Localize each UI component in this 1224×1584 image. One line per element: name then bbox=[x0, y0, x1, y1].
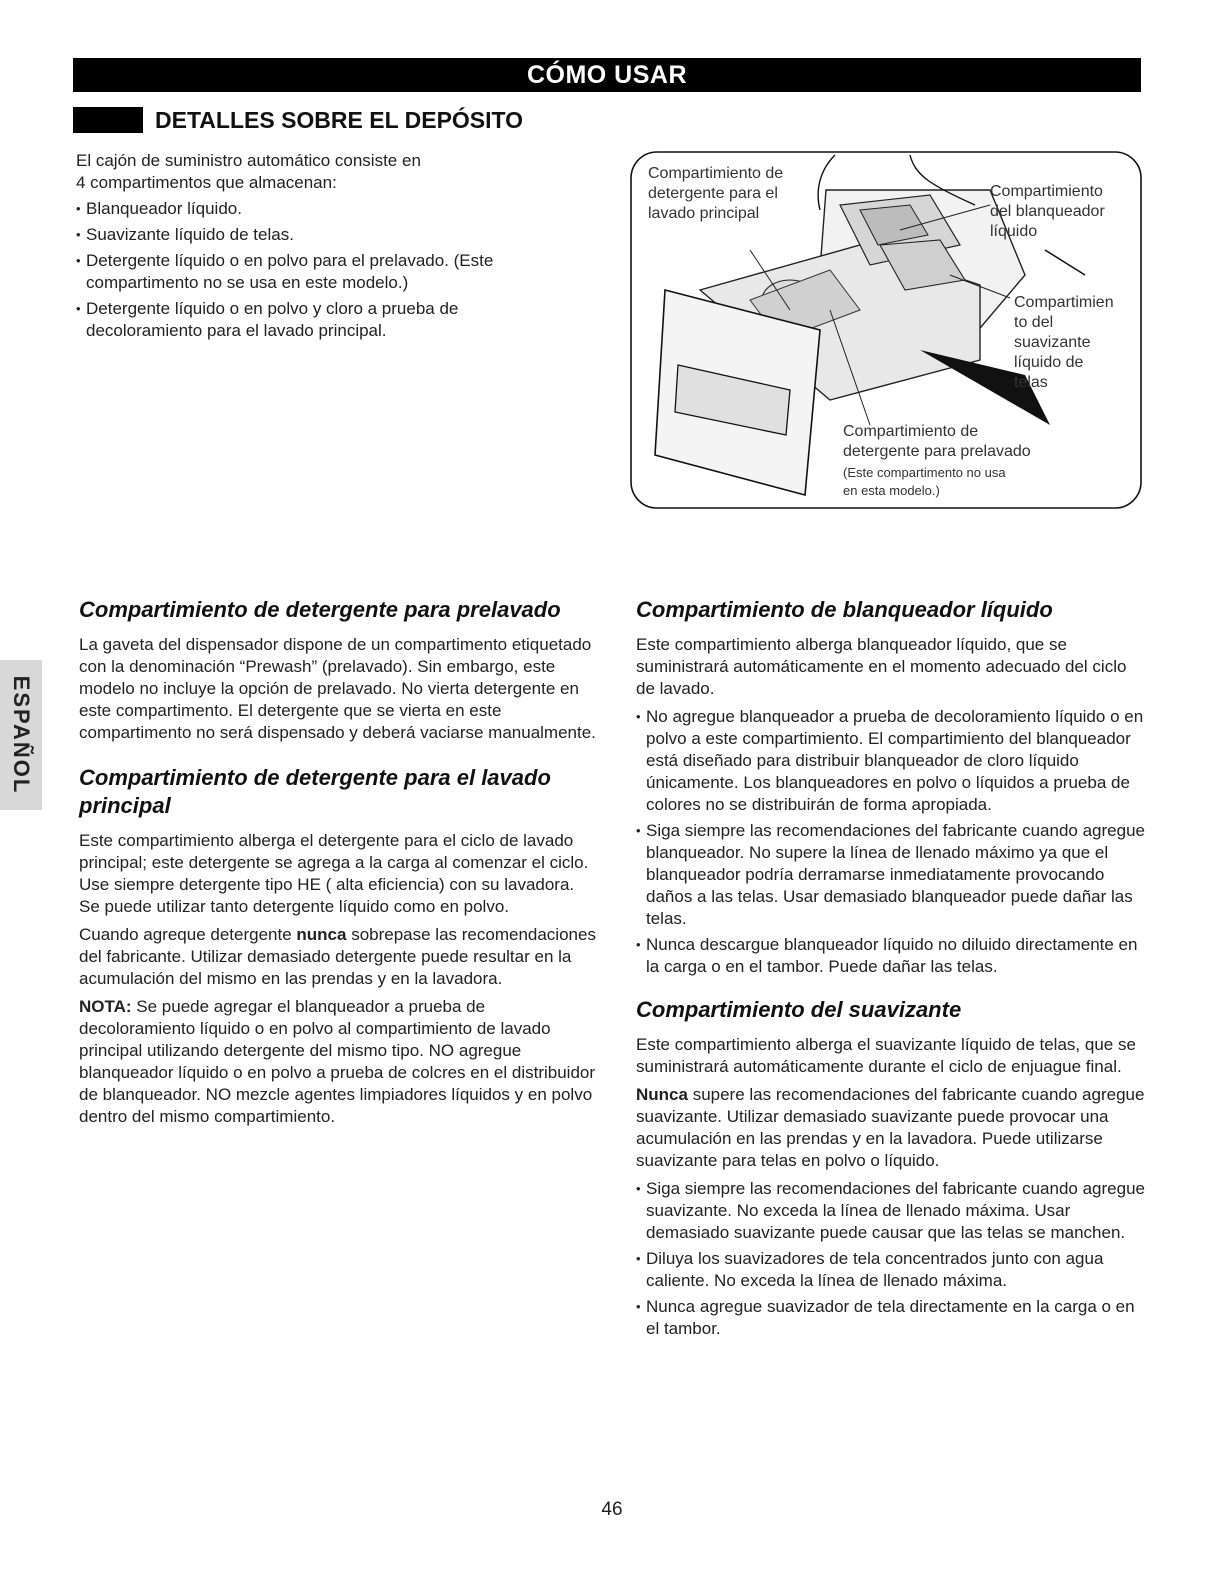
list-item: • Diluya los suavizadores de tela concentrados junto con agua caliente. No exceda la línea de llenado máxima. bbox=[636, 1248, 1148, 1292]
list-item: • Siga siempre las recomendaciones del fabricante cuando agregue suavizante. No exceda la línea de llenado máxima. Usar demasiado suavizante puede causar que las telas se manchen. bbox=[636, 1178, 1148, 1244]
callout-line: en esta modelo.) bbox=[843, 483, 940, 498]
list-item: • Nunca agregue suavizador de tela directamente en la carga o en el tambor. bbox=[636, 1296, 1148, 1340]
section-title: DETALLES SOBRE EL DEPÓSITO bbox=[155, 106, 524, 133]
dispenser-diagram bbox=[630, 150, 1142, 510]
callout-line: Compartimiento de bbox=[648, 165, 784, 182]
softener-warning bbox=[636, 1084, 1148, 1172]
intro-text bbox=[76, 150, 576, 346]
list-item: • Detergente líquido o en polvo para el prelavado. (Este compartimento no se usa en este modelo.) bbox=[76, 250, 576, 294]
note-paragraph bbox=[79, 996, 599, 1128]
list-item: • Nunca descargue blanqueador líquido no diluido directamente en la carga o en el tambor. Puede dañar las telas. bbox=[636, 934, 1148, 978]
bleach-heading: Compartimiento de blanqueador líquido bbox=[636, 597, 1053, 622]
text-run: Cuando agreque detergente bbox=[79, 925, 297, 944]
softener-paragraph: Este compartimiento alberga el suavizante líquido de telas, que se suministrará automáticamente durante el ciclo de enjuague final. bbox=[636, 1035, 1136, 1076]
callout-line: (Este compartimento no usa bbox=[843, 465, 1006, 480]
callout-line: telas bbox=[1014, 374, 1048, 391]
bleach-paragraph: Este compartimiento alberga blanqueador líquido, que se suministrará automáticamente en el momento adecuado del ciclo de lavado. bbox=[636, 635, 1127, 698]
callout-main-wash bbox=[648, 164, 783, 224]
main-wash-paragraph: Este compartimiento alberga el detergente para el ciclo de lavado principal; este detergente se agrega a la carga al comenzar el ciclo. Use siempre detergente tipo HE ( alta eficiencia) con su lavadora. Se puede utilizar tanto detergente líquido como en polvo. bbox=[79, 831, 589, 916]
bleach-list bbox=[636, 706, 1148, 978]
note-label: NOTA: bbox=[79, 997, 132, 1016]
callout-line: Compartimien bbox=[1014, 294, 1114, 311]
callout-line: del blanqueador bbox=[990, 203, 1105, 220]
page-number: 46 bbox=[601, 1499, 623, 1520]
language-tab bbox=[0, 660, 42, 810]
callout-line: to del bbox=[1014, 314, 1054, 331]
callout-line: suavizante bbox=[1014, 334, 1091, 351]
intro-line: El cajón de suministro automático consiste en bbox=[76, 151, 421, 170]
list-item: • Detergente líquido o en polvo y cloro a prueba de decoloramiento para el lavado principal. bbox=[76, 298, 576, 342]
prewash-paragraph: La gaveta del dispensador dispone de un compartimento etiquetado con la denominación “Prewash” (prelavado). Sin embargo, este modelo no incluye la opción de prelavado. No vierta detergente en este compartimento. El detergente que se vierta en este compartimento no será dispensado y deberá vaciarse manualmente. bbox=[79, 635, 596, 742]
callout-softener bbox=[1014, 293, 1114, 393]
page-banner: CÓMO USAR bbox=[73, 58, 1141, 92]
emphasis: Nunca bbox=[636, 1085, 688, 1104]
text-run: Se puede agregar el blanqueador a prueba de decoloramiento líquido o en polvo al compartimiento de lavado principal utilizando detergente del mismo tipo. NO agregue blanqueador líquido o en polvo a prueba de colcres en el distribuidor de blanqueador. NO mezcle agentes limpiadores líquidos y en polvo dentro del mismo compartimiento. bbox=[79, 997, 596, 1126]
callout-line: lavado principal bbox=[648, 205, 760, 222]
left-column bbox=[79, 596, 599, 1134]
intro-line: 4 compartimentos que almacenan: bbox=[76, 173, 337, 192]
callout-line: Compartimiento de bbox=[843, 423, 979, 440]
section-heading bbox=[73, 105, 523, 135]
intro-list bbox=[76, 198, 576, 342]
softener-heading: Compartimiento del suavizante bbox=[636, 997, 962, 1022]
callout-line: detergente para el bbox=[648, 185, 778, 202]
list-item: • Blanqueador líquido. bbox=[76, 198, 576, 220]
softener-list bbox=[636, 1178, 1148, 1340]
list-item: • Suavizante líquido de telas. bbox=[76, 224, 576, 246]
callout-line: detergente para prelavado bbox=[843, 443, 1031, 460]
callout-line: líquido bbox=[990, 223, 1038, 240]
heading-bar bbox=[73, 107, 143, 133]
list-item: • Siga siempre las recomendaciones del fabricante cuando agregue blanqueador. No supere la línea de llenado máximo ya que el blanqueador podría derramarse inmediatamente provocando daños a las telas. Usar demasiado blanqueador puede dañar las telas. bbox=[636, 820, 1148, 930]
callout-prewash bbox=[843, 422, 1031, 462]
emphasis: nunca bbox=[296, 925, 347, 944]
list-item: • No agregue blanqueador a prueba de decoloramiento líquido o en polvo a este compartimiento. El compartimiento del blanqueador está diseñado para distribuir blanqueador de cloro líquido únicamente. Los blanqueadores en polvo o líquidos a prueba de colores no se distribuirán de forma apropiada. bbox=[636, 706, 1148, 816]
prewash-heading: Compartimiento de detergente para prelavado bbox=[79, 597, 561, 622]
callout-prewash-note bbox=[843, 464, 1006, 500]
main-wash-warning bbox=[79, 924, 599, 990]
text-run: sobrepase las recomendaciones del fabricante. Utilizar demasiado detergente puede resultar en la acumulación del mismo en las prendas y en la lavadora. bbox=[79, 925, 596, 988]
main-wash-heading: Compartimiento de detergente para el lavado principal bbox=[79, 765, 551, 818]
callout-line: líquido de bbox=[1014, 354, 1084, 371]
callout-line: Compartimiento bbox=[990, 183, 1103, 200]
language-tab-label: ESPAÑOL bbox=[9, 675, 34, 795]
callout-bleach bbox=[990, 182, 1105, 242]
text-run: supere las recomendaciones del fabricante cuando agregue suavizante. Utilizar demasiado suavizante puede provocar una acumulación en las prendas y en la lavadora. Puede utilizarse suavizante para telas en polvo o líquido. bbox=[636, 1085, 1145, 1170]
right-column bbox=[636, 596, 1148, 1344]
